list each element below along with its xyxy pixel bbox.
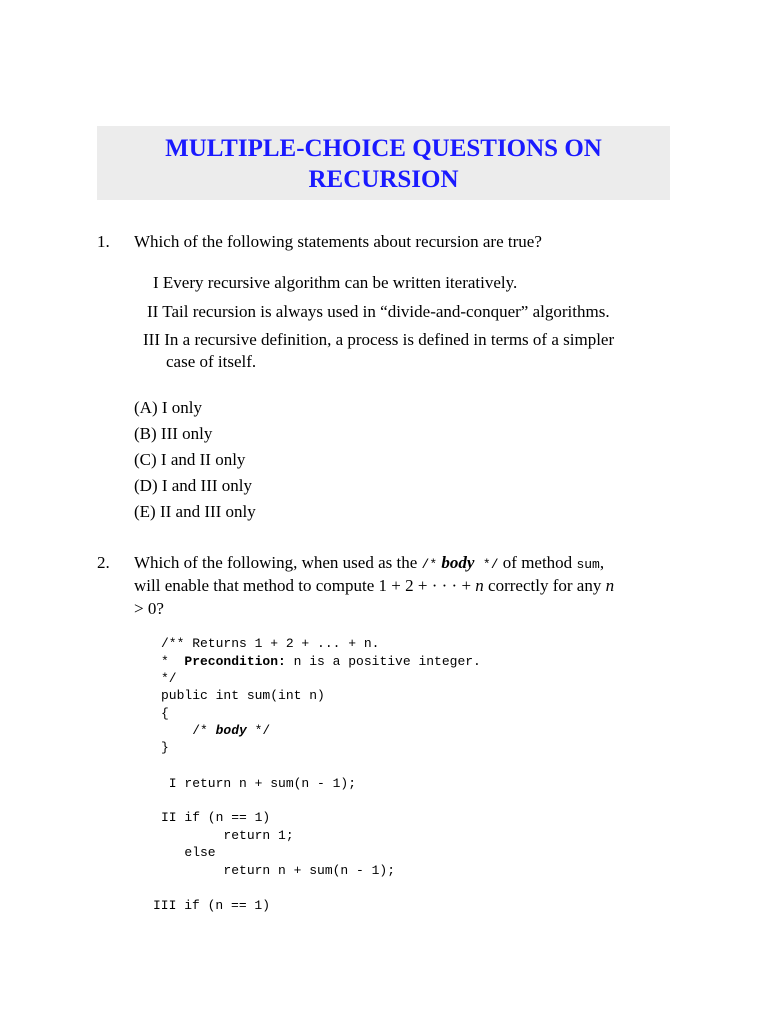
q2-line2-b: correctly for any [483, 576, 606, 595]
code-line-2-rest: n is a positive integer. [285, 654, 481, 669]
q1-choice-d: (D) I and III only [134, 476, 253, 495]
q2-comment-open: /* [421, 557, 438, 572]
option-ii-line-3: else [161, 845, 216, 860]
code-line-7: } [161, 740, 169, 755]
q1-choice-e: (E) II and III only [134, 502, 256, 521]
q1-statement-i-roman: I [153, 273, 159, 292]
q1-statement-iii-text: In a recursive definition, a process is defined in terms of a simpler [164, 330, 615, 349]
q1-statement-i-text: Every recursive algorithm can be written iteratively. [162, 273, 518, 292]
q1-statement-iii [143, 330, 614, 350]
code-line-1: /** Returns 1 + 2 + ... + n. [161, 636, 380, 651]
q2-line2-a: will enable that method to compute 1 + 2 + · · · + [134, 576, 476, 595]
code-line-6-suffix: */ [246, 723, 271, 738]
code-precondition-label: Precondition: [184, 654, 286, 669]
q2-stem-a: Which of the following, when used as the [134, 553, 422, 572]
code-line-2-prefix: * [161, 654, 185, 669]
code-line-2 [161, 654, 481, 670]
q2-stem-b: of method [498, 553, 577, 572]
q2-stem-c: , [599, 553, 605, 572]
q1-statement-i [153, 273, 517, 293]
q1-statement-iii-continued: case of itself. [166, 352, 257, 371]
option-iii-line-1: III if (n == 1) [153, 898, 271, 913]
code-line-5: { [161, 706, 169, 721]
q1-number: 1. [97, 232, 110, 251]
q1-statement-ii [147, 302, 610, 322]
q2-var-n: n [475, 576, 484, 595]
option-ii-line-4: return n + sum(n - 1); [161, 863, 396, 878]
q1-statement-ii-roman: II [147, 302, 159, 321]
code-body-word: body [215, 723, 247, 738]
q1-statement-ii-text: Tail recursion is always used in “divide-and-conquer” algorithms. [162, 302, 610, 321]
code-line-6 [161, 723, 270, 739]
page-title-line-2: RECURSION [308, 166, 459, 193]
q1-choice-a: (A) I only [134, 398, 202, 417]
q2-stem-line-2 [134, 576, 614, 596]
q1-choice-b: (B) III only [134, 424, 213, 443]
code-line-6-prefix: /* [161, 723, 216, 738]
title-banner [97, 126, 670, 200]
q2-comment-close: */ [482, 557, 499, 572]
page-title-line-1: MULTIPLE-CHOICE QUESTIONS ON [165, 135, 602, 162]
q1-choice-c: (C) I and II only [134, 450, 246, 469]
q2-stem-line-3: > 0? [134, 599, 164, 618]
q2-var-n2: n [605, 576, 615, 595]
q2-number: 2. [97, 553, 110, 572]
q1-stem: Which of the following statements about recursion are true? [134, 232, 542, 251]
q2-method-name: sum [576, 557, 600, 572]
option-ii-line-1: II if (n == 1) [161, 810, 271, 825]
option-i: I return n + sum(n - 1); [161, 776, 357, 791]
option-ii-line-2: return 1; [161, 828, 294, 843]
q2-stem-line-1 [134, 553, 604, 575]
code-line-4: public int sum(int n) [161, 688, 325, 703]
q2-body-word: body [441, 553, 475, 572]
q1-statement-iii-roman: III [143, 330, 160, 349]
code-line-3: */ [161, 671, 177, 686]
